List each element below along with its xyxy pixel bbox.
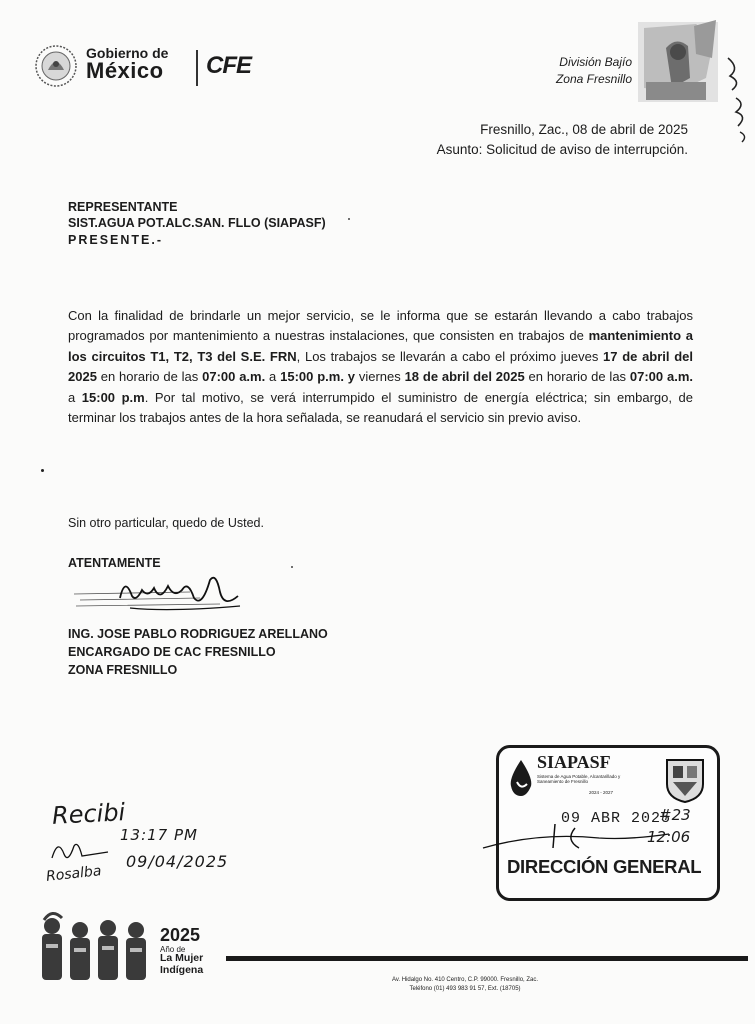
stamp-years: 2024 - 2027: [589, 790, 614, 795]
footer-divider: [226, 956, 748, 961]
recipient-block: [68, 199, 326, 248]
stamp-scribble: [479, 818, 679, 858]
body-text-4: a: [265, 369, 281, 385]
body-bold-5: 18 de abril del 2025: [404, 369, 525, 385]
body-text-7: a: [68, 389, 82, 405]
recipient-line1: REPRESENTANTE: [68, 200, 178, 214]
scan-speck: [41, 469, 44, 472]
body-text-6: en horario de las: [524, 369, 630, 385]
signer-title: ENCARGADO DE CAC FRESNILLO: [68, 645, 276, 660]
stamp-handwritten-number: #23: [659, 806, 691, 824]
recipient-line2: SIST.AGUA POT.ALC.SAN. FLLO (SIAPASF): [68, 216, 326, 231]
logo-divider: [196, 50, 198, 86]
gobierno-de-mexico-logo: [86, 46, 168, 82]
footer-la-mujer: La Mujer: [160, 952, 204, 964]
stamp-org: SIAPASF: [537, 752, 611, 772]
body-bold-2: 17 de abril del 2025: [68, 348, 694, 385]
body-text-8: . Por tal motivo, se verá interrumpido el suministro de energía eléctrica; sin embargo, de terminar los trabajos antes de la hora señalada, se reanudará el servicio sin previo aviso.: [68, 389, 693, 426]
body-text-2: , Los trabajos se llevarán a cabo el próximo jueves: [296, 348, 604, 364]
body-bold-6: 07:00 a.m.: [629, 369, 693, 385]
division-name: División Bajío: [559, 55, 632, 69]
body-text-3: en horario de las: [96, 369, 203, 385]
subject-line: Asunto: Solicitud de aviso de interrupción.: [436, 141, 688, 157]
fresnillo-crest-icon: [663, 754, 707, 804]
stamp-handwritten-time: 12:06: [647, 828, 691, 846]
footer-indigena: Indígena: [160, 963, 204, 976]
body-bold-1: mantenimiento a los circuitos T1, T2, T3 del S.E. FRN: [68, 328, 693, 364]
scan-speck: [291, 566, 293, 568]
division-label: [548, 54, 632, 89]
footer-mujer-indigena: [160, 953, 203, 976]
footer-address-line1: Av. Hidalgo No. 410 Centro, C.P. 99000. Fresnillo, Zac.: [391, 977, 539, 983]
indigenous-women-illustration: [34, 910, 158, 982]
body-text-5: viernes: [355, 369, 405, 385]
cfe-logo: CFE: [206, 52, 251, 79]
zona-name: Zona Fresnillo: [555, 72, 632, 87]
handwritten-mark-icon: [722, 54, 752, 144]
signer-block: [68, 625, 328, 679]
revolution-emblem-icon: [636, 18, 720, 104]
body-text-1: Con la finalidad de brindarle un mejor servicio, se le informa que se estarán llevando a cabo trabajos programados por mantenimiento a nuestras instalaciones, que consisten en trabajos de: [68, 308, 693, 344]
signature-image: [70, 568, 260, 620]
gov-line2: México: [86, 58, 164, 83]
signer-name: ING. JOSE PABLO RODRIGUEZ ARELLANO: [68, 627, 328, 641]
stamp-date: 09 ABR 2025: [561, 810, 672, 827]
body-paragraph: [68, 306, 693, 428]
date-block: [300, 120, 688, 159]
stamp-org-sub: Sistema de Agua Potable, Alcantarillado y Saneamiento de Fresnillo: [537, 774, 621, 784]
body-bold-4: 15:00 p.m. y: [280, 369, 355, 385]
stamp-dept: DIRECCIÓN GENERAL: [507, 856, 702, 877]
handwritten-name: Rosalba: [45, 863, 103, 885]
signer-zone: ZONA FRESNILLO: [68, 663, 178, 678]
handwritten-initials: [48, 836, 118, 866]
closing-line: Sin otro particular, quedo de Usted.: [68, 516, 264, 530]
body-bold-3: 07:00 a.m.: [202, 369, 266, 385]
received-stamp: [496, 745, 720, 901]
footer-address: [330, 976, 600, 994]
body-bold-7: 15:00 p.m: [81, 389, 145, 405]
scan-speck: [348, 218, 350, 220]
water-drop-icon: [507, 758, 535, 798]
handwritten-date: 09/04/2025: [126, 852, 229, 871]
footer-year: 2025: [160, 925, 201, 945]
recipient-line3: PRESENTE.-: [68, 232, 164, 247]
handwritten-time: 13:17 PM: [120, 826, 198, 844]
footer-address-line2: Teléfono (01) 493 983 91 57, Ext. (18705): [409, 986, 521, 992]
footer-ano-de: Año de: [160, 945, 186, 954]
mexico-seal-icon: [34, 44, 78, 88]
place-date: Fresnillo, Zac., 08 de abril de 2025: [480, 122, 688, 137]
atentamente-label: ATENTAMENTE: [68, 556, 161, 570]
handwritten-recibi: Recibi: [51, 798, 126, 830]
gov-line1: Gobierno de: [86, 45, 169, 61]
